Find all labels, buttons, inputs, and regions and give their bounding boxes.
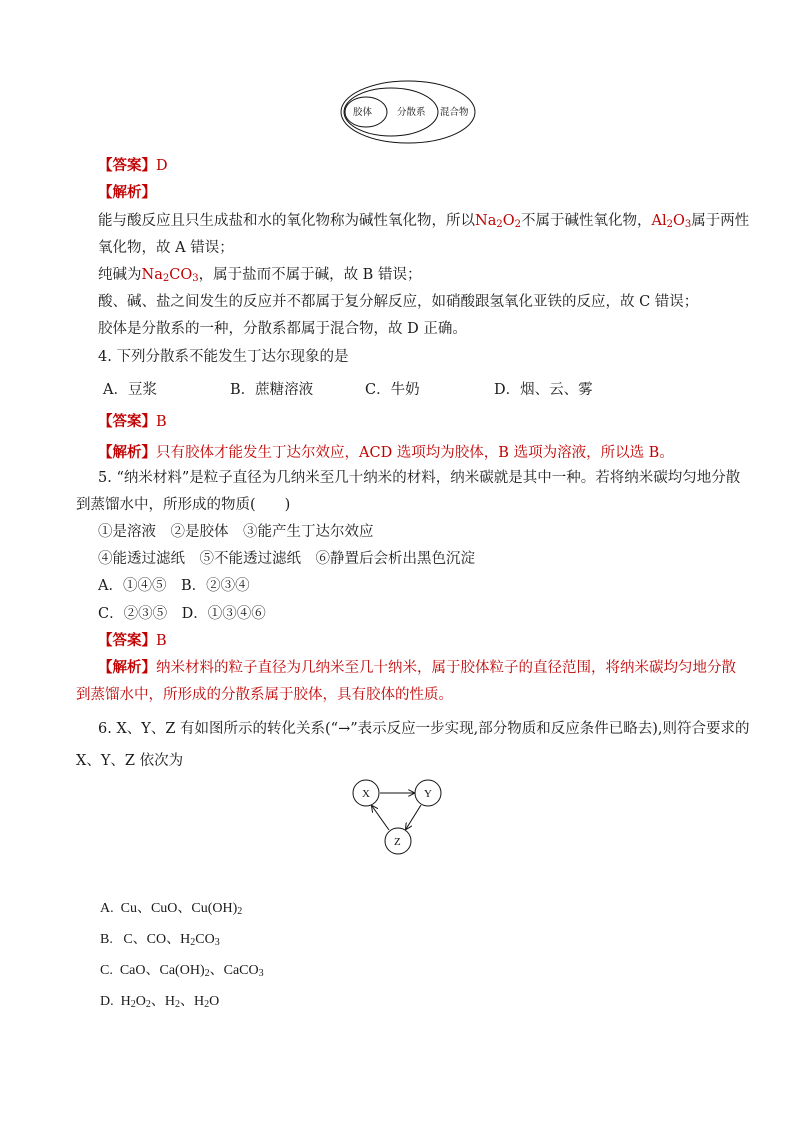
analysis-tag: 【解析】 [98, 659, 156, 676]
answer-tag: 【答案】 [98, 632, 156, 649]
q5-answer [98, 631, 167, 651]
formula-al2o3: $Al_2O_3$ [651, 213, 692, 230]
answer-tag: 【答案】 [98, 157, 156, 174]
text: 属于两性 [691, 213, 750, 229]
node-z-label: Z [394, 836, 401, 848]
q5-analysis-line-2: 到蒸馏水中，所形成的分散系属于胶体，具有胶体的性质。 [76, 687, 453, 703]
q5-stem-line-2: 到蒸馏水中，所形成的物质( ) [76, 497, 291, 513]
formula-na2o2: $Na_2O_2$ [475, 213, 521, 230]
analysis-text: 纳米材料的粒子直径为几纳米至几十纳米，属于胶体粒子的直径范围，将纳米碳均匀地分散 [156, 660, 736, 676]
analysis-text: 只有胶体才能发生丁达尔效应，ACD 选项均为胶体，B 选项为溶液，所以选 B。 [156, 445, 674, 461]
q6-stem-line-1: 6. X、Y、Z 有如图所示的转化关系(“→”表示反应一步实现,部分物质和反应条件已略去),则符合要求的 [98, 721, 750, 737]
q4-option-a: A．豆浆 [103, 382, 157, 398]
q4-answer [98, 412, 167, 432]
venn-middle-label: 分散系 [397, 107, 426, 118]
q3-analysis-line-5: 胶体是分散系的一种，分散系都属于混合物，故 D 正确。 [98, 321, 467, 337]
answer-tag: 【答案】 [98, 413, 156, 430]
q4-analysis [98, 443, 674, 463]
q5-items-line-1: ①是溶液 ②是胶体 ③能产生丁达尔效应 [98, 524, 374, 540]
q6-stem-line-2: X、Y、Z 依次为 [76, 753, 184, 769]
q4-option-c: C．牛奶 [365, 382, 420, 398]
answer-value: B [156, 633, 167, 649]
q4-option-b: B．蔗糖溶液 [230, 382, 314, 398]
q3-analysis-line-1 [98, 211, 749, 231]
text: 能与酸反应且只生成盐和水的氧化物称为碱性氧化物，所以 [98, 213, 475, 229]
venn-outer-label: 混合物 [440, 107, 469, 118]
q6-option-a: A. Cu、CuO、$Cu(OH)_2$ [100, 901, 243, 917]
q5-items-line-2: ④能透过滤纸 ⑤不能透过滤纸 ⑥静置后会析出黑色沉淀 [98, 551, 475, 567]
q3-analysis-line-4: 酸、碱、盐之间发生的反应并不都属于复分解反应，如硝酸跟氢氧化亚铁的反应，故 C 错误； [98, 294, 699, 310]
q3-answer [98, 156, 168, 176]
node-x-label: X [362, 788, 370, 800]
venn-inner-label: 胶体 [353, 107, 373, 118]
q5-options-line-2: C．②③⑤ D．①③④⑥ [98, 606, 266, 622]
text: 不属于碱性氧化物， [520, 213, 652, 229]
arrow-z-to-x [372, 806, 389, 830]
node-y-label: Y [424, 788, 432, 800]
arrow-y-to-z [406, 805, 421, 829]
q3-analysis-line-2: 氧化物，故 A 错误； [98, 240, 234, 256]
answer-value: D [156, 158, 168, 174]
q5-options-line-1: A．①④⑤ B．②③④ [98, 578, 250, 594]
xyz-conversion-diagram [345, 775, 445, 863]
q6-option-b: B. C、CO、$H_2CO_3$ [100, 932, 220, 948]
q6-option-d: D. $H_2O_2$、$H_2$、$H_2O$ [100, 994, 220, 1010]
q6-option-c: C. CaO、$Ca(OH)_2$、CaCO$_3$ [100, 963, 264, 979]
q3-analysis-line-3: 纯碱为$Na_2CO_3$，属于盐而不属于碱，故 B 错误； [98, 267, 422, 284]
q4-option-d: D．烟、云、雾 [494, 382, 593, 398]
q3-analysis-tag: 【解析】 [98, 184, 156, 201]
formula-na2co3: $Na_2CO_3$ [141, 267, 199, 284]
q5-analysis-line-1 [98, 658, 736, 678]
answer-value: B [156, 414, 167, 430]
q5-stem-line-1: 5. “纳米材料”是粒子直径为几纳米至几十纳米的材料，纳米碳就是其中一种。若将纳米碳均匀地分散 [98, 470, 741, 486]
venn-diagram [339, 79, 477, 145]
q4-stem: 4. 下列分散系不能发生丁达尔现象的是 [98, 349, 349, 365]
analysis-tag: 【解析】 [98, 444, 156, 461]
